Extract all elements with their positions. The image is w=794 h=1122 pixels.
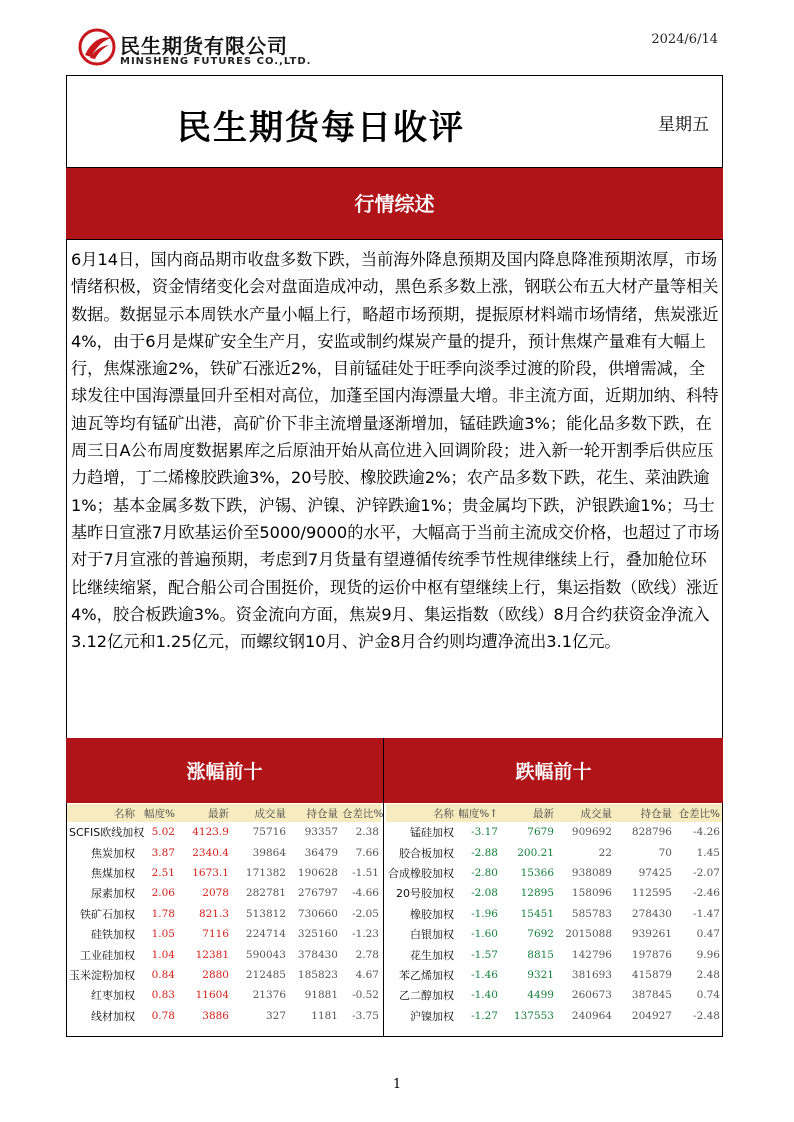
table-cell: -1.27 — [471, 1009, 498, 1022]
contract-name: 沪镍加权 — [410, 1009, 454, 1023]
table-cell: 1.78 — [151, 907, 175, 920]
table-cell: 276797 — [297, 887, 338, 900]
table-row[interactable] — [67, 1006, 381, 1026]
table-cell: 0.47 — [696, 928, 720, 941]
contract-name: 焦炭加权 — [91, 846, 135, 860]
report-title: 民生期货每日收评 — [177, 108, 465, 148]
table-cell: -1.46 — [471, 968, 498, 981]
gainers-header: 涨幅前十 — [66, 738, 383, 803]
column-header[interactable]: 名称 — [67, 804, 137, 822]
table-row[interactable] — [67, 883, 381, 903]
table-header-row — [67, 804, 381, 822]
contract-name: 橡胶加权 — [410, 907, 454, 921]
table-cell: 197876 — [631, 948, 672, 961]
table-cell: 0.74 — [696, 989, 720, 1002]
table-row[interactable] — [67, 965, 381, 985]
table-cell: 5.02 — [151, 826, 175, 839]
table-cell: 3886 — [202, 1009, 229, 1022]
table-cell: 590043 — [245, 948, 286, 961]
table-cell: 4499 — [527, 989, 554, 1002]
table-cell: 3.87 — [151, 846, 175, 859]
column-header[interactable]: 持仓量 — [614, 804, 674, 822]
table-row[interactable] — [386, 822, 722, 842]
table-cell: 381693 — [571, 968, 612, 981]
table-cell: 1.45 — [696, 846, 720, 859]
table-cell: 387845 — [631, 989, 672, 1002]
table-cell: -1.51 — [352, 866, 379, 879]
table-cell: 7.66 — [355, 846, 379, 859]
table-cell: 39864 — [252, 846, 286, 859]
table-cell: 91881 — [304, 989, 338, 1002]
contract-name: 硅铁加权 — [91, 928, 135, 942]
table-cell: 36479 — [304, 846, 338, 859]
table-cell: 190628 — [297, 866, 338, 879]
column-header[interactable]: 最新 — [177, 804, 231, 822]
column-divider — [383, 738, 384, 1037]
table-cell: -2.07 — [693, 866, 720, 879]
table-cell: 1.04 — [151, 948, 175, 961]
table-cell: 4.67 — [355, 968, 379, 981]
table-cell: 70 — [658, 846, 672, 859]
table-cell: 2015088 — [565, 928, 612, 941]
table-cell: 730660 — [297, 907, 338, 920]
company-logo — [78, 28, 318, 74]
table-cell: 327 — [265, 1009, 286, 1022]
table-cell: -2.88 — [471, 846, 498, 859]
table-row[interactable] — [386, 985, 722, 1005]
page-number: 1 — [392, 1077, 402, 1092]
table-row[interactable] — [67, 904, 381, 924]
contract-name: 锰硅加权 — [410, 826, 454, 840]
table-cell: 1673.1 — [192, 866, 229, 879]
table-cell: 939261 — [631, 928, 672, 941]
table-cell: 93357 — [304, 826, 338, 839]
table-cell: 282781 — [245, 887, 286, 900]
table-cell: 1181 — [311, 1009, 338, 1022]
gainers-table — [67, 804, 384, 1026]
table-cell: 2880 — [202, 968, 229, 981]
table-cell: -2.08 — [471, 887, 498, 900]
table-row[interactable] — [67, 944, 381, 964]
report-date: 2024/6/14 — [651, 32, 718, 47]
table-cell: 12381 — [195, 948, 229, 961]
losers-header: 跌幅前十 — [384, 738, 723, 803]
table-cell: 9.96 — [696, 948, 720, 961]
table-cell: 260673 — [571, 989, 612, 1002]
table-cell: 278430 — [631, 907, 672, 920]
table-cell: 185823 — [297, 968, 338, 981]
table-cell: 2.51 — [151, 866, 175, 879]
table-cell: -2.48 — [693, 1009, 720, 1022]
contract-name: 铁矿石加权 — [80, 907, 135, 921]
table-cell: 21376 — [252, 989, 286, 1002]
table-row[interactable] — [386, 883, 722, 903]
table-cell: 11604 — [195, 989, 229, 1002]
table-cell: -1.96 — [471, 907, 498, 920]
contract-name: 尿素加权 — [91, 887, 135, 901]
table-cell: 909692 — [571, 826, 612, 839]
table-row[interactable] — [386, 904, 722, 924]
table-cell: -4.66 — [352, 887, 379, 900]
table-cell: -2.80 — [471, 866, 498, 879]
table-cell: 513812 — [245, 907, 286, 920]
table-cell: -2.05 — [352, 907, 379, 920]
table-cell: 137553 — [513, 1009, 554, 1022]
minsheng-logo-icon — [78, 28, 116, 66]
table-cell: 7692 — [527, 928, 554, 941]
table-cell: -3.75 — [352, 1009, 379, 1022]
contract-name: 胶合板加权 — [399, 846, 454, 860]
table-cell: 938089 — [571, 866, 612, 879]
table-cell: 171382 — [245, 866, 286, 879]
contract-name: 焦煤加权 — [91, 866, 135, 880]
losers-table — [386, 804, 722, 1026]
contract-name: 合成橡胶加权 — [388, 866, 454, 880]
table-cell: 828796 — [631, 826, 672, 839]
table-cell: 15366 — [520, 866, 554, 879]
table-cell: 378430 — [297, 948, 338, 961]
column-header[interactable]: 成交量 — [231, 804, 288, 822]
table-cell: 0.84 — [151, 968, 175, 981]
contract-name: 玉米淀粉加权 — [69, 968, 135, 982]
column-header[interactable]: 持仓量 — [288, 804, 340, 822]
table-row[interactable] — [386, 944, 722, 964]
table-cell: 240964 — [571, 1009, 612, 1022]
table-cell: -0.52 — [352, 989, 379, 1002]
table-cell: 22 — [598, 846, 612, 859]
table-cell: 12895 — [520, 887, 554, 900]
table-cell: -3.17 — [471, 826, 498, 839]
table-cell: 1.05 — [151, 928, 175, 941]
contract-name: 苯乙烯加权 — [399, 968, 454, 982]
company-name-en: MINSHENG FUTURES CO.,LTD. — [120, 56, 312, 67]
table-cell: 2.06 — [151, 887, 175, 900]
column-header[interactable]: 仓差比% — [674, 804, 722, 822]
contract-name: 20号胶加权 — [396, 887, 454, 901]
section-header-market-overview: 行情综述 — [66, 167, 723, 240]
table-cell: -1.60 — [471, 928, 498, 941]
table-cell: 200.21 — [517, 846, 554, 859]
table-cell: 112595 — [631, 887, 672, 900]
table-cell: 97425 — [638, 866, 672, 879]
table-row[interactable] — [67, 822, 381, 842]
contract-name: 红枣加权 — [91, 989, 135, 1003]
table-row[interactable] — [67, 985, 381, 1005]
contract-name: 花生加权 — [410, 948, 454, 962]
table-cell: -2.46 — [693, 887, 720, 900]
company-name-cn: 民生期货有限公司 — [120, 34, 288, 58]
table-cell: 2.38 — [355, 826, 379, 839]
table-cell: -1.23 — [352, 928, 379, 941]
table-row[interactable] — [386, 842, 722, 862]
column-header[interactable]: 幅度% — [137, 804, 177, 822]
table-row[interactable] — [67, 863, 381, 883]
table-cell: 212485 — [245, 968, 286, 981]
table-cell: -4.26 — [693, 826, 720, 839]
table-cell: 0.83 — [151, 989, 175, 1002]
table-cell: 2.48 — [696, 968, 720, 981]
contract-name: 工业硅加权 — [80, 948, 135, 962]
table-cell: 2078 — [202, 887, 229, 900]
table-cell: 2340.4 — [192, 846, 229, 859]
column-header[interactable]: 成交量 — [556, 804, 614, 822]
table-cell: 7116 — [202, 928, 229, 941]
column-header[interactable]: 名称 — [386, 804, 456, 822]
table-cell: 204927 — [631, 1009, 672, 1022]
table-cell: 4123.9 — [192, 826, 229, 839]
table-row[interactable] — [67, 924, 381, 944]
table-cell: -1.57 — [471, 948, 498, 961]
table-cell: 2.78 — [355, 948, 379, 961]
table-cell: 821.3 — [198, 907, 229, 920]
table-cell: 15451 — [520, 907, 554, 920]
table-cell: 7679 — [527, 826, 554, 839]
contract-name: 线材加权 — [91, 1009, 135, 1023]
table-row[interactable] — [386, 965, 722, 985]
table-row[interactable] — [386, 924, 722, 944]
table-cell: 9321 — [527, 968, 554, 981]
table-row[interactable] — [386, 1006, 722, 1026]
contract-name: 乙二醇加权 — [399, 989, 454, 1003]
table-cell: 142796 — [571, 948, 612, 961]
table-cell: 0.78 — [151, 1009, 175, 1022]
table-row[interactable] — [67, 842, 381, 862]
table-cell: 585783 — [571, 907, 612, 920]
table-cell: 224714 — [245, 928, 286, 941]
table-header-row — [386, 804, 722, 822]
table-row[interactable] — [386, 863, 722, 883]
table-cell: -1.40 — [471, 989, 498, 1002]
table-cell: 415879 — [631, 968, 672, 981]
column-header[interactable]: 最新 — [500, 804, 556, 822]
column-header[interactable]: 幅度%↑ — [456, 804, 500, 822]
table-cell: 158096 — [571, 887, 612, 900]
column-header[interactable]: 仓差比% — [340, 804, 381, 822]
table-cell: 75716 — [252, 826, 286, 839]
table-cell: -1.47 — [693, 907, 720, 920]
weekday: 星期五 — [658, 115, 709, 135]
table-cell: 8815 — [527, 948, 554, 961]
market-summary-text: 6月14日，国内商品期市收盘多数下跌，当前海外降息预期及国内降息降准预期浓厚，市场情绪积极，资金情绪变化会对盘面造成冲动，黑色系多数上涨，钢联公布五大材产量等相关数据。数据显示本周铁水产量小幅上行，略超市场预期，提振原材料端市场情绪，焦炭涨近4%，由于6月是煤矿安全生产月，安监或制约煤炭产量的提升，预计焦煤产量难有大幅上行，焦煤涨逾2%，铁矿石涨近2%，目前锰硅处于旺季向淡季过渡的阶段，供增需减，全球发往中国海漂量回升至相对高位，加蓬至国内海漂量大增。非主流方面，近期加纳、科特迪瓦等均有锰矿出港，高矿价下非主流增量逐渐增加，锰硅跌逾3%；能化品多数下跌，在周三日A公布周度数据累库之后原油开始从高位进入回调阶段；进入新一轮开割季后供应压力趋增，丁二烯橡胶跌逾3%，20号胶、橡胶跌逾2%；农产品多数下跌，花生、菜油跌逾1%；基本金属多数下跌，沪锡、沪镍、沪锌跌逾1%；贵金属均下跌，沪银跌逾1%；马士基昨日宣涨7月欧基运价至5000/9000的水平，大幅高于当前主流成交价格，也超过了市场对于7月宣涨的普遍预期，考虑到7月货量有望遵循传统季节性规律继续上行，叠加舱位环比继续缩紧，配合船公司合围挺价，现货的运价中枢有望继续上行，集运指数（欧线）涨近4%，胶合板跌逾3%。资金流向方面，焦炭9月、集运指数（欧线）8月合约获资金净流入3.12亿元和1.25亿元，而螺纹钢10月、沪金8月合约则均遭净流出3.1亿元。 — [71, 250, 720, 652]
contract-name: 白银加权 — [410, 928, 454, 942]
contract-name: SCFIS欧线加权 — [69, 826, 145, 840]
table-cell: 325160 — [297, 928, 338, 941]
